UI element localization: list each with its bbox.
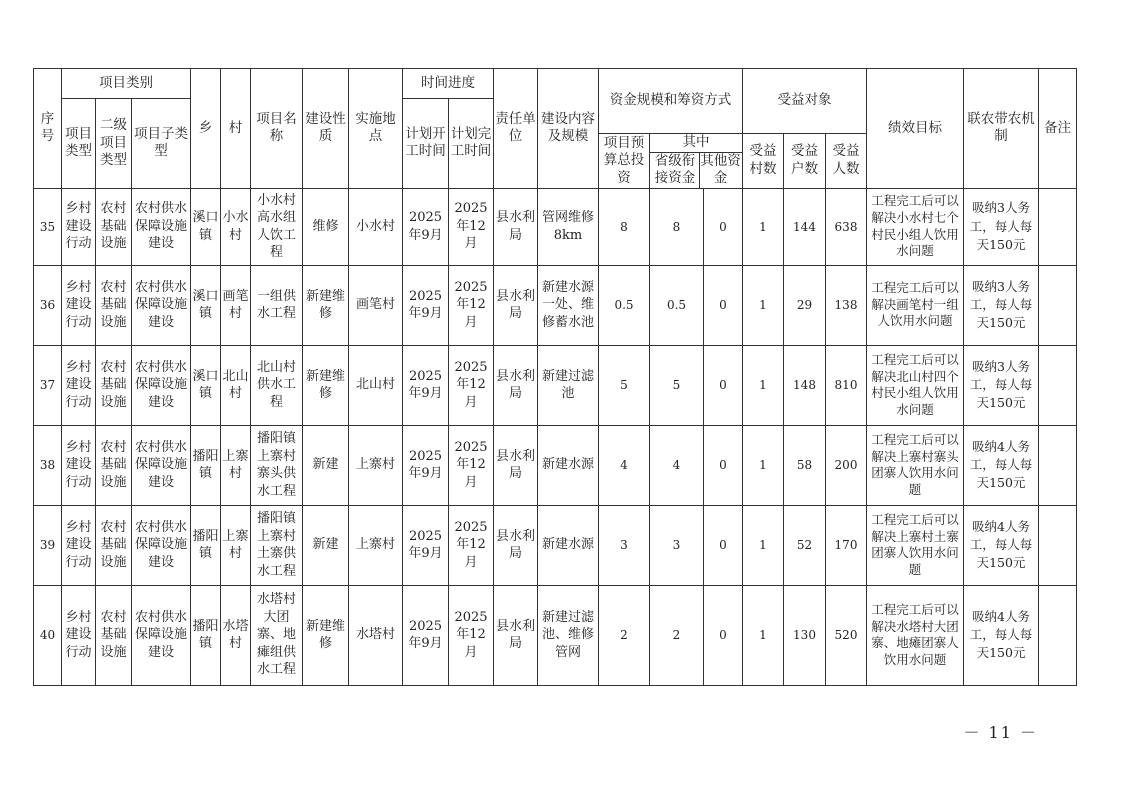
cell-remarks <box>1039 425 1077 505</box>
cell-start: 2025年9月 <box>403 505 449 585</box>
cell-level2: 农村基础设施 <box>96 585 132 685</box>
cell-content: 新建水源 <box>538 425 599 505</box>
cell-budget: 0.5 <box>599 265 650 345</box>
cell-other: 0 <box>704 345 743 425</box>
cell-end: 2025年12月 <box>449 505 494 585</box>
cell-content: 管网维修8km <box>538 188 599 265</box>
cell-provincial: 3 <box>650 505 704 585</box>
header-project-name: 项目名称 <box>251 69 303 189</box>
cell-villages: 1 <box>743 425 784 505</box>
cell-goal: 工程完工后可以解决水塔村大团寨、地瘫团寨人饮用水问题 <box>867 585 964 685</box>
cell-mechanism: 吸纳4人务工，每人每天150元 <box>964 425 1039 505</box>
cell-level2: 农村基础设施 <box>96 188 132 265</box>
page-number: － 11 － <box>963 723 1038 742</box>
header-project-type: 项目类型 <box>62 99 96 189</box>
cell-project-name: 北山村供水工程 <box>251 345 303 425</box>
header-villages: 受益村数 <box>743 134 784 189</box>
table-row <box>34 425 1077 505</box>
cell-village: 小水村 <box>221 188 251 265</box>
header-persons: 受益人数 <box>826 134 867 189</box>
table-row <box>34 345 1077 425</box>
cell-persons: 138 <box>826 265 867 345</box>
cell-seq: 36 <box>34 265 62 345</box>
header-town: 乡 <box>191 69 221 189</box>
header-schedule-group: 时间进度 <box>403 69 494 99</box>
cell-village: 上寨村 <box>221 425 251 505</box>
cell-location: 上寨村 <box>349 425 403 505</box>
table-body <box>34 188 1077 685</box>
header-planned-start: 计划开工时间 <box>403 99 449 189</box>
header-nature: 建设性质 <box>303 69 349 189</box>
cell-nature: 新建 <box>303 425 349 505</box>
cell-seq: 35 <box>34 188 62 265</box>
cell-persons: 170 <box>826 505 867 585</box>
cell-unit: 县水利局 <box>494 345 538 425</box>
table-header <box>34 69 1077 189</box>
cell-goal: 工程完工后可以解决北山村四个村民小组人饮用水问题 <box>867 345 964 425</box>
cell-goal: 工程完工后可以解决上寨村寨头团寨人饮用水问题 <box>867 425 964 505</box>
cell-goal: 工程完工后可以解决小水村七个村民小组人饮用水问题 <box>867 188 964 265</box>
cell-mechanism: 吸纳3人务工，每人每天150元 <box>964 345 1039 425</box>
cell-remarks <box>1039 188 1077 265</box>
project-table <box>33 68 1077 686</box>
cell-type: 乡村建设行动 <box>62 188 96 265</box>
cell-town: 溪口镇 <box>191 188 221 265</box>
cell-start: 2025年9月 <box>403 425 449 505</box>
header-responsible: 责任单位 <box>494 69 538 189</box>
cell-mechanism: 吸纳3人务工，每人每天150元 <box>964 265 1039 345</box>
cell-provincial: 2 <box>650 585 704 685</box>
cell-budget: 3 <box>599 505 650 585</box>
header-households: 受益户数 <box>784 134 826 189</box>
cell-project-name: 一组供水工程 <box>251 265 303 345</box>
header-level2-type: 二级项目类型 <box>96 99 132 189</box>
cell-content: 新建过滤池 <box>538 345 599 425</box>
cell-sub-type: 农村供水保障设施建设 <box>132 345 191 425</box>
cell-nature: 新建维修 <box>303 265 349 345</box>
table-row <box>34 505 1077 585</box>
cell-provincial: 8 <box>650 188 704 265</box>
cell-type: 乡村建设行动 <box>62 425 96 505</box>
cell-type: 乡村建设行动 <box>62 345 96 425</box>
header-planned-end: 计划完工时间 <box>449 99 494 189</box>
cell-project-name: 小水村高水组人饮工程 <box>251 188 303 265</box>
cell-project-name: 水塔村大团寨、地瘫组供水工程 <box>251 585 303 685</box>
cell-other: 0 <box>704 505 743 585</box>
cell-end: 2025年12月 <box>449 585 494 685</box>
cell-budget: 4 <box>599 425 650 505</box>
cell-village: 上寨村 <box>221 505 251 585</box>
cell-village: 水塔村 <box>221 585 251 685</box>
header-sub-type: 项目子类型 <box>132 99 191 189</box>
cell-village: 画笔村 <box>221 265 251 345</box>
table-row <box>34 188 1077 265</box>
cell-households: 52 <box>784 505 826 585</box>
cell-project-name: 播阳镇上寨村土寨供水工程 <box>251 505 303 585</box>
header-of-which <box>650 134 743 189</box>
cell-nature: 新建维修 <box>303 345 349 425</box>
table-row <box>34 585 1077 685</box>
header-of-which-label: 其中 <box>650 134 742 153</box>
cell-seq: 38 <box>34 425 62 505</box>
cell-remarks <box>1039 345 1077 425</box>
cell-unit: 县水利局 <box>494 188 538 265</box>
cell-provincial: 5 <box>650 345 704 425</box>
table-row <box>34 265 1077 345</box>
cell-content: 新建过滤池、维修管网 <box>538 585 599 685</box>
cell-persons: 810 <box>826 345 867 425</box>
cell-mechanism: 吸纳4人务工，每人每天150元 <box>964 585 1039 685</box>
cell-persons: 200 <box>826 425 867 505</box>
cell-remarks <box>1039 585 1077 685</box>
cell-level2: 农村基础设施 <box>96 265 132 345</box>
cell-end: 2025年12月 <box>449 265 494 345</box>
cell-unit: 县水利局 <box>494 585 538 685</box>
cell-other: 0 <box>704 585 743 685</box>
cell-end: 2025年12月 <box>449 425 494 505</box>
header-goal: 绩效目标 <box>867 69 964 189</box>
header-seq: 序号 <box>34 69 62 189</box>
cell-other: 0 <box>704 188 743 265</box>
cell-households: 29 <box>784 265 826 345</box>
cell-location: 水塔村 <box>349 585 403 685</box>
cell-villages: 1 <box>743 505 784 585</box>
header-other-funds: 其他资金 <box>700 152 741 187</box>
header-remarks: 备注 <box>1039 69 1077 189</box>
cell-mechanism: 吸纳3人务工，每人每天150元 <box>964 188 1039 265</box>
cell-goal: 工程完工后可以解决上寨村土寨团寨人饮用水问题 <box>867 505 964 585</box>
cell-location: 上寨村 <box>349 505 403 585</box>
cell-households: 144 <box>784 188 826 265</box>
header-mechanism: 联农带农机制 <box>964 69 1039 189</box>
cell-nature: 新建 <box>303 505 349 585</box>
cell-location: 北山村 <box>349 345 403 425</box>
header-category-group: 项目类别 <box>62 69 191 99</box>
header-beneficiary-group: 受益对象 <box>743 69 867 134</box>
cell-households: 130 <box>784 585 826 685</box>
cell-content: 新建水源 <box>538 505 599 585</box>
header-funding-group: 资金规模和筹资方式 <box>599 69 743 134</box>
cell-level2: 农村基础设施 <box>96 345 132 425</box>
cell-unit: 县水利局 <box>494 265 538 345</box>
cell-type: 乡村建设行动 <box>62 585 96 685</box>
cell-start: 2025年9月 <box>403 265 449 345</box>
cell-goal: 工程完工后可以解决画笔村一组人饮用水问题 <box>867 265 964 345</box>
cell-seq: 37 <box>34 345 62 425</box>
cell-nature: 维修 <box>303 188 349 265</box>
cell-start: 2025年9月 <box>403 345 449 425</box>
cell-sub-type: 农村供水保障设施建设 <box>132 425 191 505</box>
header-content: 建设内容及规模 <box>538 69 599 189</box>
cell-town: 播阳镇 <box>191 505 221 585</box>
cell-other: 0 <box>704 425 743 505</box>
cell-type: 乡村建设行动 <box>62 265 96 345</box>
cell-villages: 1 <box>743 345 784 425</box>
cell-end: 2025年12月 <box>449 188 494 265</box>
cell-households: 58 <box>784 425 826 505</box>
cell-town: 溪口镇 <box>191 265 221 345</box>
cell-villages: 1 <box>743 585 784 685</box>
cell-start: 2025年9月 <box>403 585 449 685</box>
cell-location: 画笔村 <box>349 265 403 345</box>
cell-budget: 8 <box>599 188 650 265</box>
cell-remarks <box>1039 265 1077 345</box>
cell-location: 小水村 <box>349 188 403 265</box>
header-total-budget: 项目预算总投资 <box>599 134 650 189</box>
cell-provincial: 4 <box>650 425 704 505</box>
cell-remarks <box>1039 505 1077 585</box>
cell-town: 溪口镇 <box>191 345 221 425</box>
cell-town: 播阳镇 <box>191 585 221 685</box>
cell-project-name: 播阳镇上寨村寨头供水工程 <box>251 425 303 505</box>
header-provincial: 省级衔接资金 <box>651 153 700 188</box>
cell-end: 2025年12月 <box>449 345 494 425</box>
cell-sub-type: 农村供水保障设施建设 <box>132 505 191 585</box>
cell-villages: 1 <box>743 265 784 345</box>
cell-budget: 5 <box>599 345 650 425</box>
cell-start: 2025年9月 <box>403 188 449 265</box>
cell-sub-type: 农村供水保障设施建设 <box>132 585 191 685</box>
cell-level2: 农村基础设施 <box>96 425 132 505</box>
cell-town: 播阳镇 <box>191 425 221 505</box>
cell-nature: 新建维修 <box>303 585 349 685</box>
cell-unit: 县水利局 <box>494 505 538 585</box>
cell-village: 北山村 <box>221 345 251 425</box>
cell-sub-type: 农村供水保障设施建设 <box>132 188 191 265</box>
cell-persons: 520 <box>826 585 867 685</box>
cell-provincial: 0.5 <box>650 265 704 345</box>
cell-sub-type: 农村供水保障设施建设 <box>132 265 191 345</box>
cell-other: 0 <box>704 265 743 345</box>
cell-seq: 39 <box>34 505 62 585</box>
cell-type: 乡村建设行动 <box>62 505 96 585</box>
cell-persons: 638 <box>826 188 867 265</box>
cell-villages: 1 <box>743 188 784 265</box>
cell-budget: 2 <box>599 585 650 685</box>
cell-mechanism: 吸纳4人务工，每人每天150元 <box>964 505 1039 585</box>
cell-unit: 县水利局 <box>494 425 538 505</box>
cell-content: 新建水源一处、维修蓄水池 <box>538 265 599 345</box>
cell-seq: 40 <box>34 585 62 685</box>
cell-level2: 农村基础设施 <box>96 505 132 585</box>
header-village: 村 <box>221 69 251 189</box>
header-location: 实施地点 <box>349 69 403 189</box>
cell-households: 148 <box>784 345 826 425</box>
